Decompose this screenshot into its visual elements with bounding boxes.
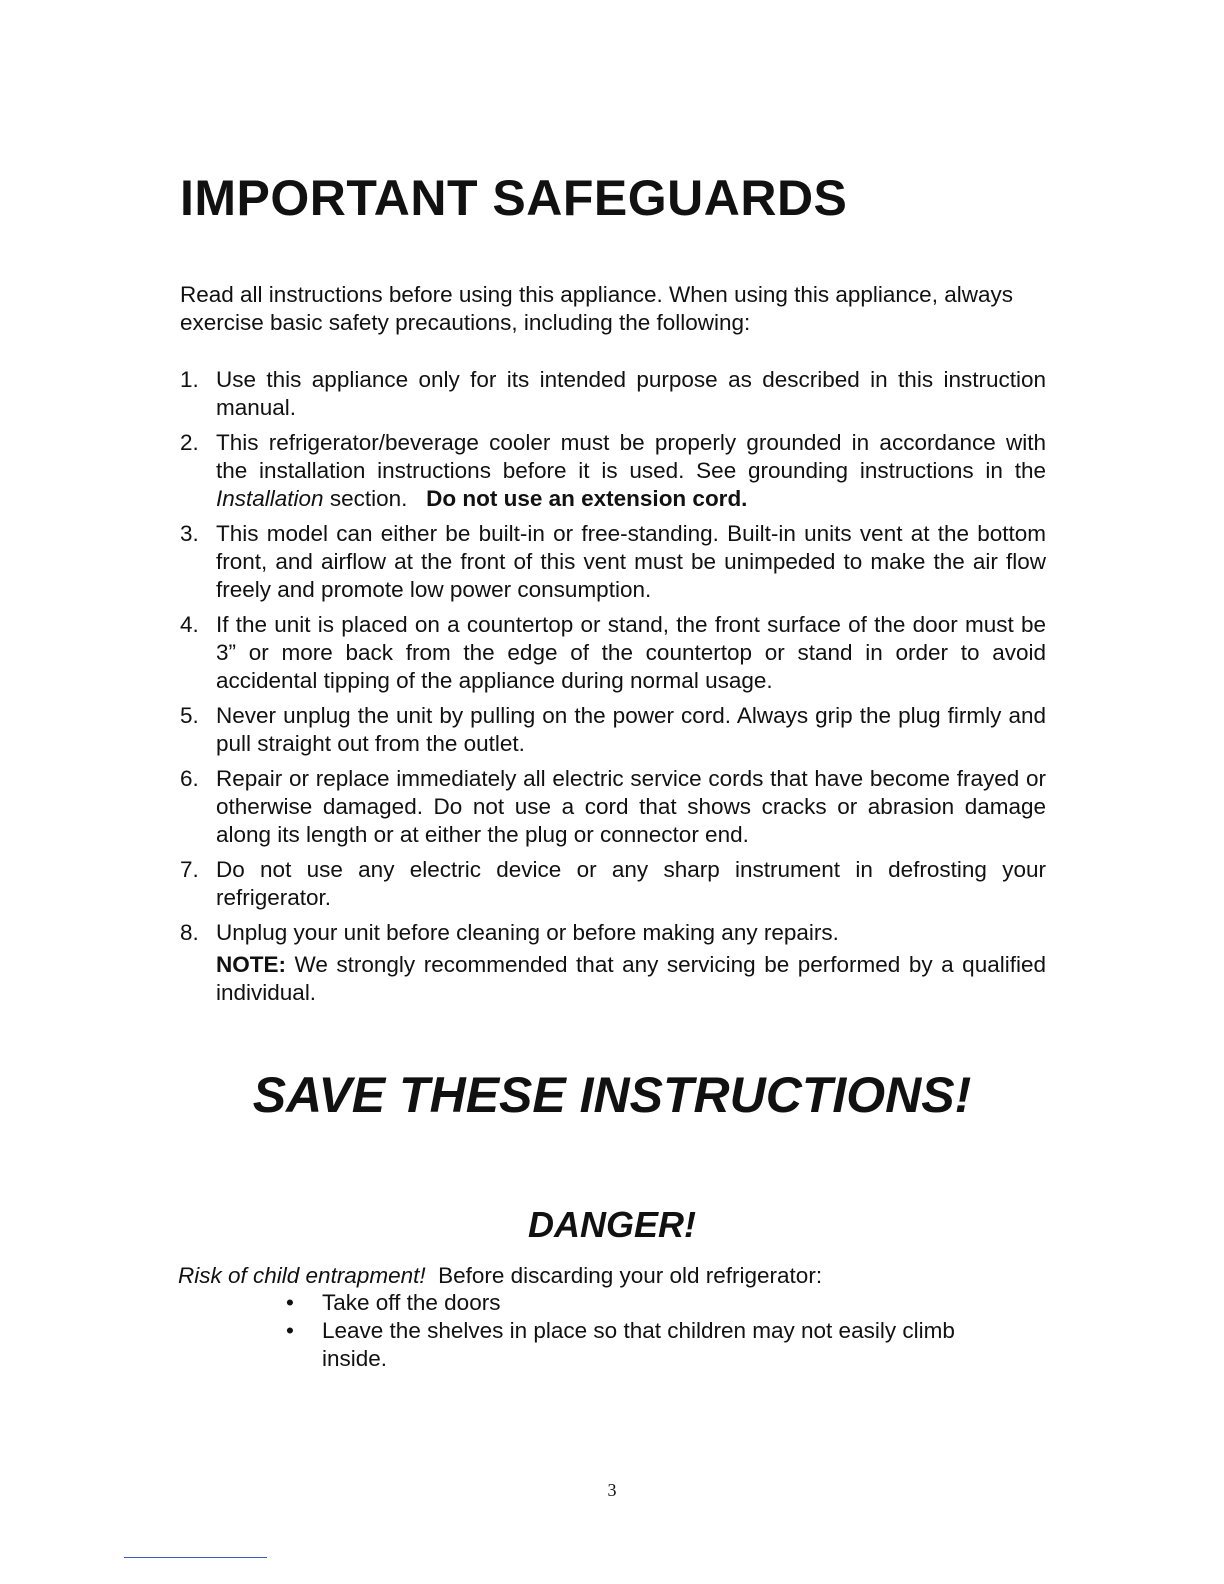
- list-item: [180, 702, 1046, 758]
- list-item: [180, 366, 1046, 422]
- bullet-text: Take off the doors: [322, 1290, 501, 1315]
- list-item: [180, 919, 1046, 1007]
- list-item: [180, 765, 1046, 849]
- list-item: [180, 429, 1046, 513]
- installation-reference: Installation: [216, 486, 324, 511]
- item-text: This model can either be built-in or free-standing. Built-in units vent at the bottom front, and airflow at the front of this vent must be unimpeded to make the air flow freely and promote low power consumption.: [216, 521, 1046, 602]
- bullet-icon: •: [286, 1290, 294, 1315]
- list-item: [180, 856, 1046, 912]
- item-text: Repair or replace immediately all electric service cords that have become frayed or otherwise damaged. Do not use a cord that shows cracks or abrasion damage along its length or at either the plug or connector end.: [216, 766, 1046, 847]
- child-entrapment-risk: Risk of child entrapment!: [178, 1263, 426, 1288]
- item-text: If the unit is placed on a countertop or stand, the front surface of the door must be 3” or more back from the edge of the countertop or stand in order to avoid accidental tipping of the appliance during normal usage.: [216, 612, 1046, 693]
- item-number: 7.: [180, 857, 199, 882]
- danger-lead-text: Before discarding your old refrigerator:: [425, 1263, 823, 1288]
- list-item: [286, 1317, 1016, 1373]
- item-number: 4.: [180, 612, 199, 637]
- danger-heading: DANGER!: [528, 1204, 696, 1245]
- footer-rule: [124, 1557, 267, 1558]
- intro-paragraph: Read all instructions before using this appliance. When using this appliance, always exercise basic safety precautions, including the following:: [180, 282, 1013, 335]
- item-text: Use this appliance only for its intended purpose as described in this instruction manual.: [216, 367, 1046, 420]
- list-item: [180, 520, 1046, 604]
- item-text: Never unplug the unit by pulling on the power cord. Always grip the plug firmly and pull straight out from the outlet.: [216, 703, 1046, 756]
- item-number: 8.: [180, 920, 199, 945]
- danger-lead: [178, 1262, 1058, 1290]
- item-number: 5.: [180, 703, 199, 728]
- item-number: 1.: [180, 367, 199, 392]
- page-title: IMPORTANT SAFEGUARDS: [180, 170, 848, 226]
- list-item: [180, 611, 1046, 695]
- item-text: This refrigerator/beverage cooler must be properly grounded in accordance with the installation instructions before it is used. See grounding instructions in the: [216, 430, 1046, 483]
- danger-bullet-list: [286, 1289, 1016, 1373]
- safeguard-list: [180, 366, 1046, 1014]
- note-label: NOTE:: [216, 952, 286, 977]
- servicing-note: [216, 951, 1046, 1007]
- item-number: 3.: [180, 521, 199, 546]
- item-number: 2.: [180, 430, 199, 455]
- note-text: We strongly recommended that any servicing be performed by a qualified individual.: [216, 952, 1046, 1005]
- bullet-icon: •: [286, 1318, 294, 1343]
- item-number: 6.: [180, 766, 199, 791]
- item-text: Do not use any electric device or any sharp instrument in defrosting your refrigerator.: [216, 857, 1046, 910]
- item-text: Unplug your unit before cleaning or before making any repairs.: [216, 920, 839, 945]
- extension-cord-warning: Do not use an extension cord.: [426, 486, 748, 511]
- item-text: section.: [323, 486, 408, 511]
- list-item: [286, 1289, 1016, 1317]
- page-number: 3: [607, 1480, 617, 1500]
- bullet-text: Leave the shelves in place so that children may not easily climb inside.: [322, 1318, 955, 1371]
- save-instructions-heading: SAVE THESE INSTRUCTIONS!: [252, 1067, 972, 1123]
